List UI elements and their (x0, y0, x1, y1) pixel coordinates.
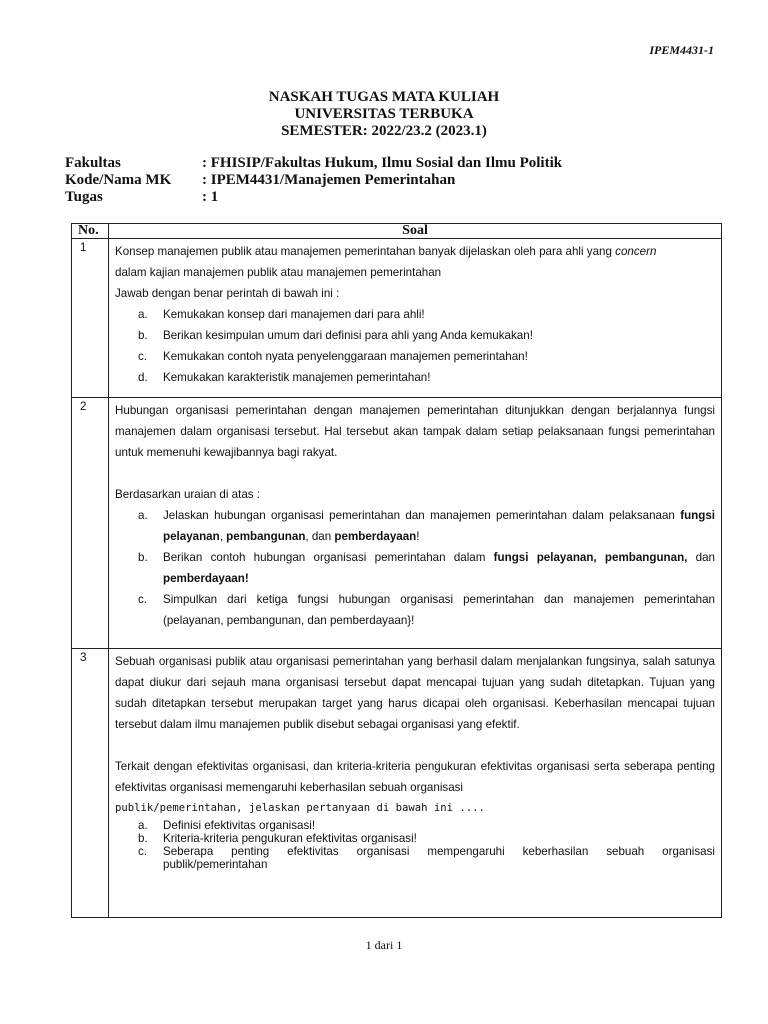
item-text-bold: pembangunan (226, 530, 306, 543)
question-lead: Berdasarkan uraian di atas : (115, 488, 261, 501)
meta-course (65, 172, 562, 189)
meta-label: Fakultas (65, 155, 121, 171)
list-item (115, 819, 715, 832)
course-meta (65, 155, 562, 206)
item-text: Berikan kesimpulan umum dari definisi para ahli yang Anda kemukakan! (163, 329, 533, 342)
list-item (115, 367, 715, 388)
column-header-no: No. (72, 224, 109, 239)
question-instruction: Jawab dengan benar perintah di bawah ini : (115, 287, 340, 300)
item-text: Kemukakan konsep dari manajemen dari para ahli! (163, 308, 425, 321)
meta-fakultas (65, 155, 562, 172)
item-text: Kemukakan karakteristik manajemen pemerintahan! (163, 371, 431, 384)
question-paragraph-2: Terkait dengan efektivitas organisasi, dan kriteria-kriteria pengukuran efektivitas organisasi serta seberapa penting efektivitas organisasi memengaruhi keberhasilan sebuah organisasi (115, 760, 715, 794)
item-text-sep: , dan (305, 530, 335, 543)
intro-text: Konsep manajemen publik atau manajemen pemerintahan banyak dijelaskan oleh para ahli yang (115, 245, 616, 258)
sub-question-list (115, 819, 715, 871)
meta-value: : 1 (202, 189, 219, 205)
meta-label: Tugas (65, 189, 103, 205)
question-content (109, 398, 722, 649)
item-text (163, 505, 715, 547)
item-text (163, 547, 715, 589)
question-content (109, 649, 722, 918)
list-item (115, 325, 715, 346)
item-marker: b. (138, 329, 148, 342)
item-text: Simpulkan dari ketiga fungsi hubungan organisasi pemerintahan dan manajemen pemerintahan (pelayanan, pembangunan, dan pemberdayaan}! (163, 593, 715, 627)
questions-table (71, 223, 722, 918)
list-item (115, 589, 715, 631)
list-item (115, 346, 715, 367)
question-intro (115, 241, 715, 262)
item-text-bold: pemberdayaan (334, 530, 417, 543)
question-number: 3 (72, 649, 109, 918)
column-header-soal: Soal (109, 224, 722, 239)
item-marker: c. (138, 845, 148, 858)
question-intro-cont: dalam kajian manajemen publik atau manajemen pemerintahan (115, 266, 442, 279)
item-text-plain: Jelaskan hubungan organisasi pemerintahan dan manajemen pemerintahan dalam pelaksanaan (163, 509, 681, 522)
list-item (115, 304, 715, 325)
item-marker: a. (138, 819, 148, 832)
page-number: 1 dari 1 (365, 938, 403, 952)
question-paragraph: Sebuah organisasi publik atau organisasi pemerintahan yang berhasil dalam menjalankan fungsinya, salah satunya dapat diukur dari sejauh mana organisasi tersebut dapat mencapai tujuan yang sudah ditetapkan. Tujuan yang sudah ditetapkan tersebut merupakan target yang harus dicapai oleh organisasi. Keberhasilan mencapai tujuan tersebut dalam ilmu manajemen publik disebut sebagai organisasi yang efektif. (115, 655, 715, 731)
item-text-plain: Berikan contoh hubungan organisasi pemerintahan dalam (163, 551, 494, 564)
item-marker: c. (138, 350, 148, 363)
item-text-bold: fungsi pelayanan, pembangunan, (493, 551, 688, 564)
item-marker: c. (138, 593, 148, 606)
spacer (115, 463, 715, 484)
document-code: IPEM4431-1 (649, 43, 714, 57)
item-text: Definisi efektivitas organisasi! (163, 819, 316, 832)
meta-value: : FHISIP/Fakultas Hukum, Ilmu Sosial dan Ilmu Politik (202, 155, 563, 171)
item-text-end: ! (416, 530, 420, 543)
item-text-sep: , (219, 530, 227, 543)
meta-label: Kode/Nama MK (65, 172, 172, 188)
table-row (72, 398, 722, 649)
item-text-bold: pemberdayaan! (163, 572, 249, 585)
intro-emphasis: concern (615, 245, 657, 258)
item-marker: d. (138, 371, 148, 384)
meta-value: : IPEM4431/Manajemen Pemerintahan (202, 172, 456, 188)
spacer (115, 735, 715, 756)
question-paragraph: Hubungan organisasi pemerintahan dengan manajemen pemerintahan ditunjukkan dengan berjalannya fungsi manajemen dalam organisasi tersebut. Hal tersebut akan tampak dalam setiap pelaksanaan fungsi pemerintahan untuk memenuhi kewajibannya bagi rakyat. (115, 404, 715, 459)
item-marker: b. (138, 551, 148, 564)
question-number: 2 (72, 398, 109, 649)
table-header-row (72, 224, 722, 239)
meta-assignment (65, 189, 562, 206)
item-text: Seberapa penting efektivitas organisasi mempengaruhi keberhasilan sebuah organisasi publik/pemerintahan (163, 845, 715, 871)
title-line-2: UNIVERSITAS TERBUKA (294, 106, 474, 122)
document-title (0, 89, 768, 140)
list-item (115, 547, 715, 589)
item-marker: a. (138, 509, 148, 522)
title-line-3: SEMESTER: 2022/23.2 (2023.1) (281, 123, 487, 139)
item-text: Kriteria-kriteria pengukuran efektivitas organisasi! (163, 832, 417, 845)
list-item (115, 845, 715, 871)
item-text-sep: dan (687, 551, 715, 564)
sub-question-list (115, 304, 715, 388)
table-row (72, 239, 722, 398)
item-marker: a. (138, 308, 148, 321)
sub-question-list (115, 505, 715, 631)
title-line-1: NASKAH TUGAS MATA KULIAH (268, 89, 500, 105)
question-paragraph-2-tail: publik/pemerintahan, jelaskan pertanyaan di bawah ini .... (115, 802, 485, 814)
question-content (109, 239, 722, 398)
item-text-bold: fungsi pelayanan (163, 509, 715, 543)
list-item (115, 505, 715, 547)
item-marker: b. (138, 832, 148, 845)
table-row (72, 649, 722, 918)
item-text: Kemukakan contoh nyata penyelenggaraan manajemen pemerintahan! (163, 350, 528, 363)
list-item (115, 832, 715, 845)
question-number: 1 (72, 239, 109, 398)
